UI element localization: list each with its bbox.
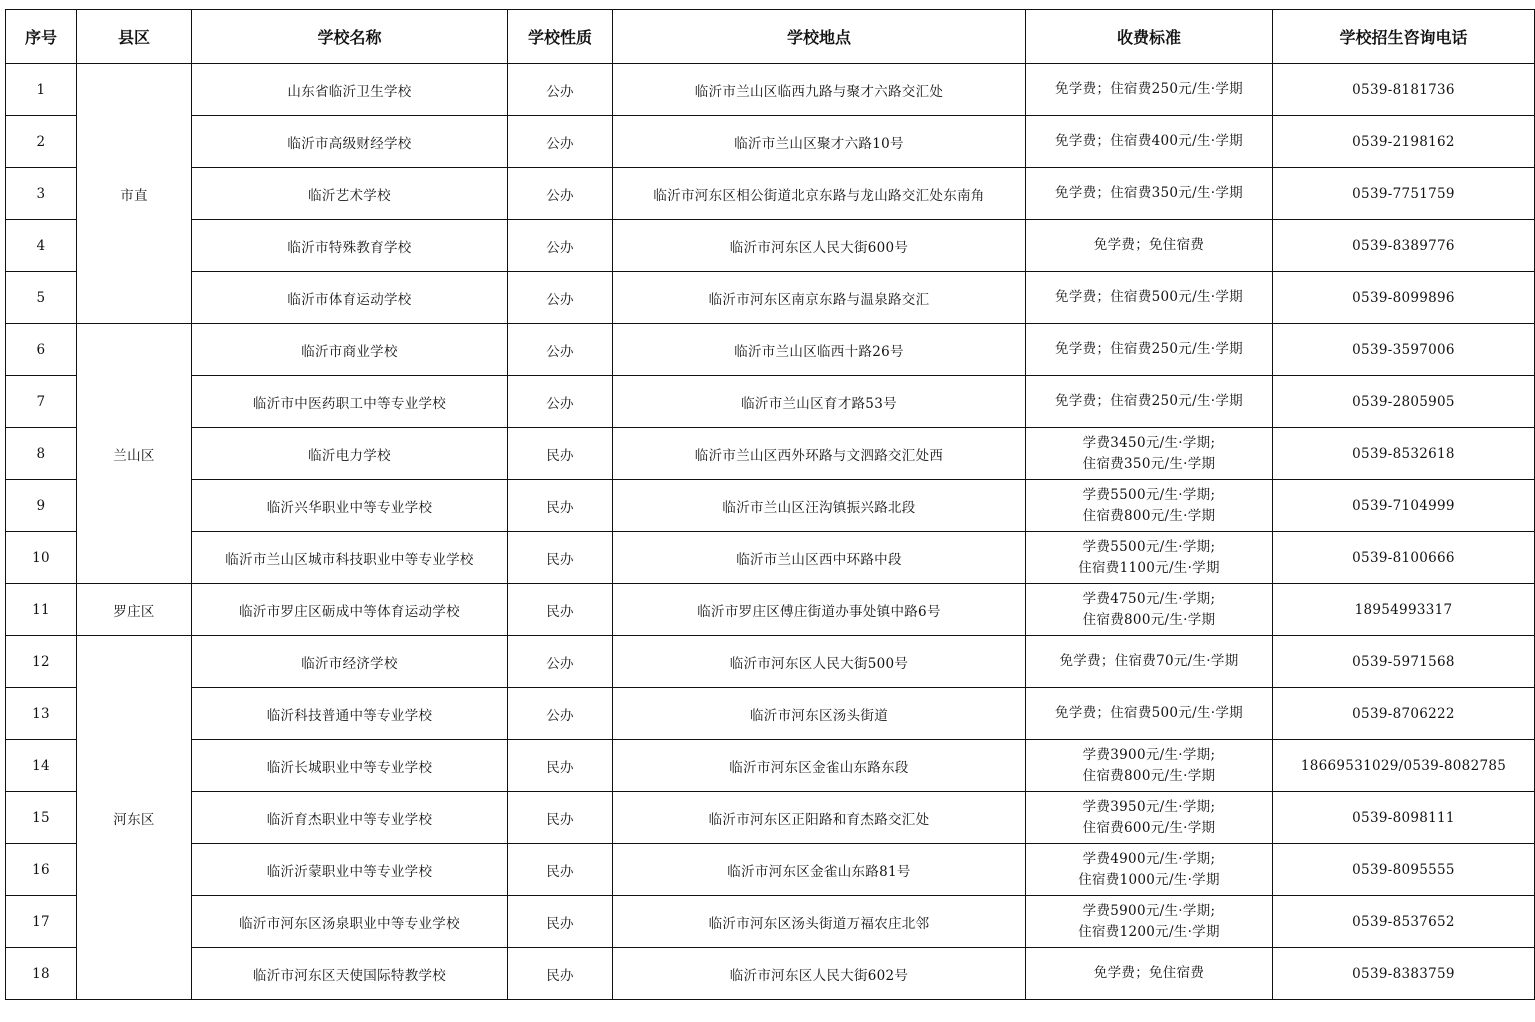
table-row xyxy=(6,272,1535,324)
phone-cell: 0539-8383759 xyxy=(1273,948,1535,1000)
table-body xyxy=(6,64,1535,1000)
school-name-cell: 山东省临沂卫生学校 xyxy=(192,64,508,116)
fee-cell xyxy=(1026,168,1273,220)
fee-line: 学费3900元/生·学期; xyxy=(1082,746,1216,763)
table-row xyxy=(6,480,1535,532)
fee-cell xyxy=(1026,740,1273,792)
fee-cell xyxy=(1026,688,1273,740)
table-row xyxy=(6,792,1535,844)
phone-cell: 0539-8099896 xyxy=(1273,272,1535,324)
fee-line: 住宿费800元/生·学期 xyxy=(1082,507,1216,524)
school-name-cell: 临沂市特殊教育学校 xyxy=(192,220,508,272)
school-type-cell: 公办 xyxy=(508,636,613,688)
fee-line: 免学费；住宿费250元/生·学期 xyxy=(1055,393,1243,409)
phone-cell: 0539-5971568 xyxy=(1273,636,1535,688)
school-address-cell: 临沂市兰山区临西十路26号 xyxy=(613,324,1026,376)
fee-line: 免学费；住宿费70元/生·学期 xyxy=(1059,653,1239,669)
seq-cell: 3 xyxy=(6,168,77,220)
school-name-cell: 临沂科技普通中等专业学校 xyxy=(192,688,508,740)
table-row xyxy=(6,168,1535,220)
seq-cell: 12 xyxy=(6,636,77,688)
phone-cell: 0539-8181736 xyxy=(1273,64,1535,116)
school-name-cell: 临沂市河东区汤泉职业中等专业学校 xyxy=(192,896,508,948)
phone-cell: 0539-8098111 xyxy=(1273,792,1535,844)
school-address-cell: 临沂市兰山区西外环路与文泗路交汇处西 xyxy=(613,428,1026,480)
table-row xyxy=(6,220,1535,272)
fee-cell xyxy=(1026,376,1273,428)
school-type-cell: 公办 xyxy=(508,688,613,740)
school-address-cell: 临沂市河东区南京东路与温泉路交汇 xyxy=(613,272,1026,324)
phone-cell: 0539-8706222 xyxy=(1273,688,1535,740)
fee-line: 学费5500元/生·学期; xyxy=(1082,538,1216,555)
seq-cell: 16 xyxy=(6,844,77,896)
fee-line: 住宿费800元/生·学期 xyxy=(1082,767,1216,784)
school-name-cell: 临沂市河东区天使国际特教学校 xyxy=(192,948,508,1000)
fee-cell xyxy=(1026,844,1273,896)
school-type-cell: 公办 xyxy=(508,376,613,428)
fee-line: 学费4900元/生·学期; xyxy=(1082,850,1216,867)
school-address-cell: 临沂市河东区汤头街道万福农庄北邻 xyxy=(613,896,1026,948)
school-type-cell: 民办 xyxy=(508,428,613,480)
fee-line: 住宿费1200元/生·学期 xyxy=(1078,923,1220,940)
seq-cell: 15 xyxy=(6,792,77,844)
seq-cell: 9 xyxy=(6,480,77,532)
school-name-cell: 临沂市经济学校 xyxy=(192,636,508,688)
fee-line: 学费3950元/生·学期; xyxy=(1082,798,1216,815)
school-address-cell: 临沂市兰山区育才路53号 xyxy=(613,376,1026,428)
table-row xyxy=(6,636,1535,688)
header-fee: 收费标准 xyxy=(1026,10,1273,64)
seq-cell: 1 xyxy=(6,64,77,116)
school-type-cell: 公办 xyxy=(508,116,613,168)
school-name-cell: 临沂市罗庄区砺成中等体育运动学校 xyxy=(192,584,508,636)
header-name: 学校名称 xyxy=(192,10,508,64)
header-row xyxy=(6,10,1535,64)
table-row xyxy=(6,64,1535,116)
header-address: 学校地点 xyxy=(613,10,1026,64)
school-address-cell: 临沂市兰山区聚才六路10号 xyxy=(613,116,1026,168)
school-address-cell: 临沂市河东区正阳路和育杰路交汇处 xyxy=(613,792,1026,844)
school-address-cell: 临沂市兰山区汪沟镇振兴路北段 xyxy=(613,480,1026,532)
seq-cell: 6 xyxy=(6,324,77,376)
table-row xyxy=(6,688,1535,740)
school-type-cell: 公办 xyxy=(508,220,613,272)
fee-cell xyxy=(1026,64,1273,116)
school-type-cell: 民办 xyxy=(508,792,613,844)
school-name-cell: 临沂电力学校 xyxy=(192,428,508,480)
fee-cell xyxy=(1026,220,1273,272)
school-type-cell: 公办 xyxy=(508,64,613,116)
school-name-cell: 临沂育杰职业中等专业学校 xyxy=(192,792,508,844)
fee-line: 住宿费1000元/生·学期 xyxy=(1078,871,1220,888)
district-cell: 河东区 xyxy=(77,636,192,1000)
school-address-cell: 临沂市河东区金雀山东路81号 xyxy=(613,844,1026,896)
fee-cell xyxy=(1026,324,1273,376)
school-type-cell: 公办 xyxy=(508,272,613,324)
school-table xyxy=(5,9,1535,1000)
seq-cell: 11 xyxy=(6,584,77,636)
seq-cell: 5 xyxy=(6,272,77,324)
seq-cell: 2 xyxy=(6,116,77,168)
table-row xyxy=(6,740,1535,792)
header-district: 县区 xyxy=(77,10,192,64)
fee-line: 免学费；住宿费400元/生·学期 xyxy=(1055,133,1243,149)
school-address-cell: 临沂市河东区金雀山东路东段 xyxy=(613,740,1026,792)
school-address-cell: 临沂市罗庄区傅庄街道办事处镇中路6号 xyxy=(613,584,1026,636)
school-name-cell: 临沂市兰山区城市科技职业中等专业学校 xyxy=(192,532,508,584)
seq-cell: 4 xyxy=(6,220,77,272)
school-address-cell: 临沂市兰山区西中环路中段 xyxy=(613,532,1026,584)
fee-cell xyxy=(1026,948,1273,1000)
fee-cell xyxy=(1026,792,1273,844)
fee-cell xyxy=(1026,636,1273,688)
fee-line: 住宿费600元/生·学期 xyxy=(1082,819,1216,836)
school-name-cell: 临沂长城职业中等专业学校 xyxy=(192,740,508,792)
fee-line: 免学费；免住宿费 xyxy=(1093,965,1205,981)
header-type: 学校性质 xyxy=(508,10,613,64)
fee-line: 学费4750元/生·学期; xyxy=(1082,590,1216,607)
school-name-cell: 临沂艺术学校 xyxy=(192,168,508,220)
phone-cell: 0539-8389776 xyxy=(1273,220,1535,272)
school-name-cell: 临沂沂蒙职业中等专业学校 xyxy=(192,844,508,896)
phone-cell: 0539-7751759 xyxy=(1273,168,1535,220)
school-address-cell: 临沂市河东区汤头街道 xyxy=(613,688,1026,740)
school-address-cell: 临沂市河东区相公街道北京东路与龙山路交汇处东南角 xyxy=(613,168,1026,220)
table-row xyxy=(6,532,1535,584)
fee-cell xyxy=(1026,428,1273,480)
school-type-cell: 公办 xyxy=(508,168,613,220)
table-row xyxy=(6,896,1535,948)
school-type-cell: 民办 xyxy=(508,740,613,792)
header-phone: 学校招生咨询电话 xyxy=(1273,10,1535,64)
phone-cell: 0539-8532618 xyxy=(1273,428,1535,480)
fee-line: 学费3450元/生·学期; xyxy=(1082,434,1216,451)
school-type-cell: 民办 xyxy=(508,948,613,1000)
table-row xyxy=(6,948,1535,1000)
fee-line: 免学费；住宿费500元/生·学期 xyxy=(1055,705,1243,721)
fee-line: 住宿费350元/生·学期 xyxy=(1082,455,1216,472)
school-name-cell: 临沂市高级财经学校 xyxy=(192,116,508,168)
district-cell: 市直 xyxy=(77,64,192,324)
school-address-cell: 临沂市兰山区临西九路与聚才六路交汇处 xyxy=(613,64,1026,116)
fee-line: 免学费；住宿费250元/生·学期 xyxy=(1055,341,1243,357)
fee-line: 免学费；住宿费500元/生·学期 xyxy=(1055,289,1243,305)
fee-line: 学费5900元/生·学期; xyxy=(1082,902,1216,919)
table-row xyxy=(6,324,1535,376)
phone-cell: 0539-8537652 xyxy=(1273,896,1535,948)
table-row xyxy=(6,584,1535,636)
phone-cell: 0539-8095555 xyxy=(1273,844,1535,896)
fee-line: 住宿费800元/生·学期 xyxy=(1082,611,1216,628)
fee-line: 免学费；住宿费250元/生·学期 xyxy=(1055,81,1243,97)
fee-cell xyxy=(1026,480,1273,532)
fee-cell xyxy=(1026,272,1273,324)
phone-cell: 0539-3597006 xyxy=(1273,324,1535,376)
school-address-cell: 临沂市河东区人民大街602号 xyxy=(613,948,1026,1000)
phone-cell: 0539-7104999 xyxy=(1273,480,1535,532)
school-type-cell: 民办 xyxy=(508,844,613,896)
table-row xyxy=(6,376,1535,428)
school-name-cell: 临沂市商业学校 xyxy=(192,324,508,376)
school-type-cell: 民办 xyxy=(508,896,613,948)
seq-cell: 17 xyxy=(6,896,77,948)
fee-line: 住宿费1100元/生·学期 xyxy=(1078,559,1220,576)
fee-line: 免学费；住宿费350元/生·学期 xyxy=(1055,185,1243,201)
seq-cell: 7 xyxy=(6,376,77,428)
school-type-cell: 民办 xyxy=(508,584,613,636)
school-type-cell: 民办 xyxy=(508,532,613,584)
school-type-cell: 民办 xyxy=(508,480,613,532)
seq-cell: 8 xyxy=(6,428,77,480)
fee-cell xyxy=(1026,896,1273,948)
district-cell: 兰山区 xyxy=(77,324,192,584)
phone-cell: 18954993317 xyxy=(1273,584,1535,636)
seq-cell: 13 xyxy=(6,688,77,740)
seq-cell: 10 xyxy=(6,532,77,584)
table-row xyxy=(6,844,1535,896)
fee-cell xyxy=(1026,116,1273,168)
school-name-cell: 临沂兴华职业中等专业学校 xyxy=(192,480,508,532)
fee-line: 学费5500元/生·学期; xyxy=(1082,486,1216,503)
school-address-cell: 临沂市河东区人民大街500号 xyxy=(613,636,1026,688)
phone-cell: 0539-2198162 xyxy=(1273,116,1535,168)
district-cell: 罗庄区 xyxy=(77,584,192,636)
school-address-cell: 临沂市河东区人民大街600号 xyxy=(613,220,1026,272)
school-type-cell: 公办 xyxy=(508,324,613,376)
seq-cell: 14 xyxy=(6,740,77,792)
school-name-cell: 临沂市体育运动学校 xyxy=(192,272,508,324)
phone-cell: 0539-2805905 xyxy=(1273,376,1535,428)
phone-cell: 0539-8100666 xyxy=(1273,532,1535,584)
table-row xyxy=(6,428,1535,480)
fee-line: 免学费；免住宿费 xyxy=(1093,237,1205,253)
phone-cell: 18669531029/0539-8082785 xyxy=(1273,740,1535,792)
fee-cell xyxy=(1026,532,1273,584)
fee-cell xyxy=(1026,584,1273,636)
school-name-cell: 临沂市中医药职工中等专业学校 xyxy=(192,376,508,428)
table-row xyxy=(6,116,1535,168)
header-seq: 序号 xyxy=(6,10,77,64)
seq-cell: 18 xyxy=(6,948,77,1000)
